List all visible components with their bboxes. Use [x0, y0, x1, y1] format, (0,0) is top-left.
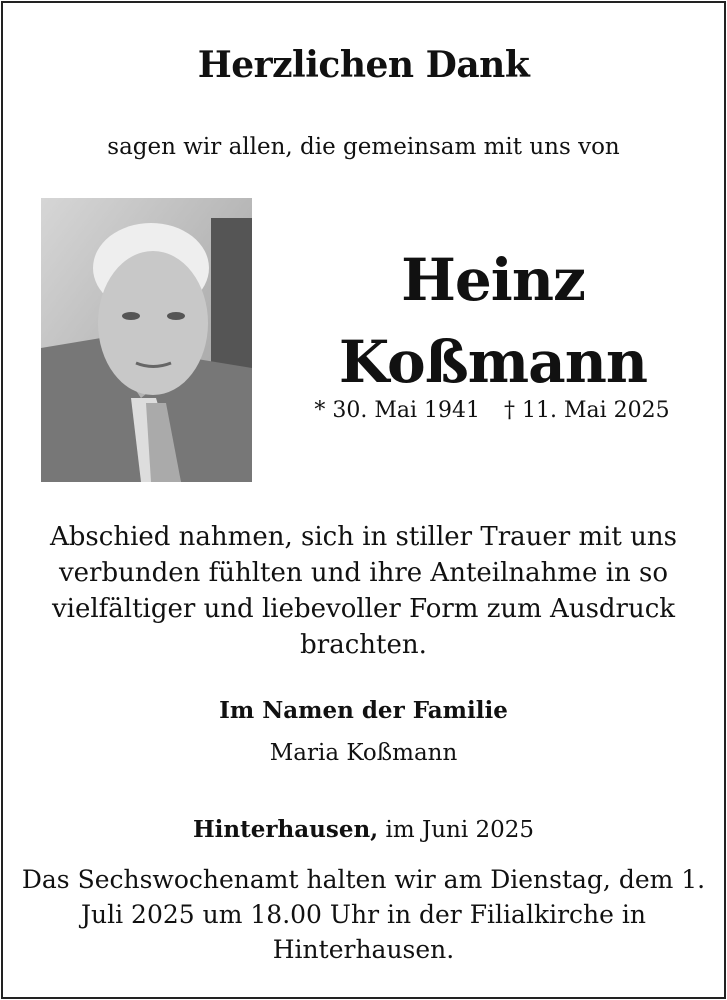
- life-dates: [312, 398, 672, 423]
- place: Hinterhausen,: [192, 816, 379, 843]
- deceased-last-name: Koßmann: [338, 328, 648, 396]
- service-notice: Das Sechswochenamt halten wir am Dienstag, dem 1. Juli 2025 um 18.00 Uhr in der Filialkirche in Hinterhausen.: [21, 865, 706, 964]
- family-label: Im Namen der Familie: [219, 697, 508, 724]
- intro-text: sagen wir allen, die gemeinsam mit uns von: [107, 134, 620, 160]
- date: im Juni 2025: [385, 817, 535, 843]
- place-date: [0, 816, 727, 843]
- death-date: † 11. Mai 2025: [504, 398, 670, 423]
- thank-you-message: Abschied nahmen, sich in stiller Trauer mit uns verbunden fühlten und ihre Anteilnahme in so vielfältiger und liebevoller Form zum Ausdruck brachten.: [50, 522, 677, 660]
- notice-title: Herzlichen Dank: [197, 44, 530, 86]
- portrait-photo: [41, 198, 252, 482]
- deceased-first-name: Heinz: [401, 246, 585, 314]
- signer-name: Maria Koßmann: [269, 740, 458, 766]
- birth-date: * 30. Mai 1941: [314, 398, 480, 423]
